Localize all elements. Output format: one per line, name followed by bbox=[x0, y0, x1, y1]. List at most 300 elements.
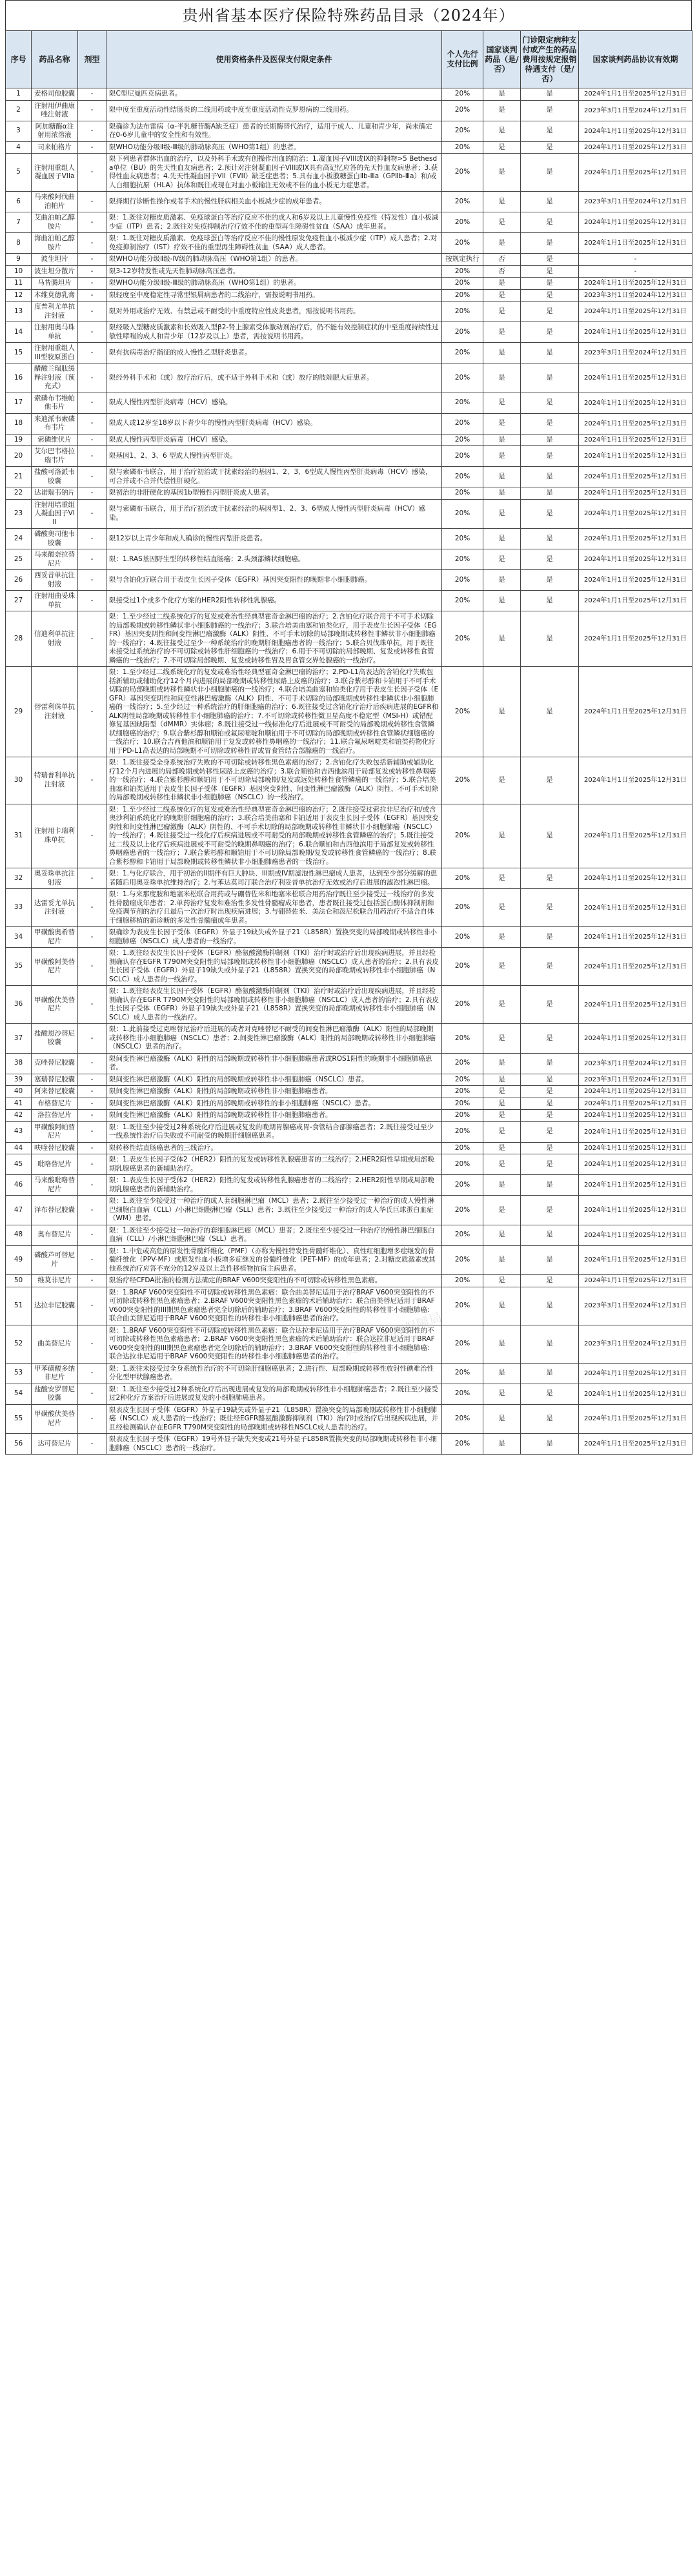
row-drug-name: 索磷维伏片 bbox=[32, 434, 78, 446]
row-period: 2024年1月1日至2025年12月31日 bbox=[579, 499, 692, 529]
row-form: - bbox=[78, 322, 106, 343]
header-seq: 序号 bbox=[6, 31, 32, 88]
row-period: 2024年1月1日至2025年12月31日 bbox=[579, 1225, 692, 1245]
row-period: 2024年1月1日至2025年12月31日 bbox=[579, 1098, 692, 1110]
row-conditions: 限：1.既往至少接受过2种系统化疗后进展或复发的晚期胃腺癌或胃-食管结合部腺癌患者；2.既往接受过至少一线系统性治疗后失败或不可耐受的晚期肝细胞癌患者。 bbox=[106, 1121, 442, 1142]
table-row bbox=[6, 1154, 692, 1175]
row-drug-name: 维莫非尼片 bbox=[32, 1275, 78, 1287]
row-seq: 29 bbox=[6, 667, 32, 757]
row-seq: 26 bbox=[6, 570, 32, 591]
row-ratio: 20% bbox=[442, 100, 483, 121]
row-outpatient: 是 bbox=[521, 611, 579, 667]
row-form: - bbox=[78, 1175, 106, 1196]
row-form: - bbox=[78, 233, 106, 254]
row-drug-name: 波生坦片 bbox=[32, 254, 78, 266]
table-row bbox=[6, 1384, 692, 1404]
row-form: - bbox=[78, 289, 106, 302]
row-negotiated: 是 bbox=[483, 1086, 521, 1098]
row-seq: 23 bbox=[6, 499, 32, 529]
row-drug-name: 马来酸吡咯替尼片 bbox=[32, 1175, 78, 1196]
row-outpatient: 是 bbox=[521, 1142, 579, 1154]
row-ratio: 20% bbox=[442, 413, 483, 434]
row-drug-name: 磷酸芦可替尼片 bbox=[32, 1245, 78, 1275]
watermark: 贵州省医疗保障局 bbox=[341, 1309, 444, 1359]
row-conditions: 限经外科手术和（或）放疗治疗后，或不适于外科手术和（或）放疗的肢端肥大症患者。 bbox=[106, 363, 442, 393]
row-ratio: 20% bbox=[442, 570, 483, 591]
row-ratio: 20% bbox=[442, 1175, 483, 1196]
row-period: 2024年1月1日至2025年12月31日 bbox=[579, 1275, 692, 1287]
row-form: - bbox=[78, 1245, 106, 1275]
row-outpatient: 是 bbox=[521, 591, 579, 611]
row-outpatient: 是 bbox=[521, 1434, 579, 1455]
row-form: - bbox=[78, 1325, 106, 1363]
row-outpatient: 是 bbox=[521, 1053, 579, 1074]
table-row bbox=[6, 393, 692, 413]
row-ratio: 20% bbox=[442, 1086, 483, 1098]
row-outpatient: 是 bbox=[521, 393, 579, 413]
row-outpatient: 是 bbox=[521, 927, 579, 948]
table-row bbox=[6, 1110, 692, 1122]
row-period: 2024年1月1日至2025年12月31日 bbox=[579, 467, 692, 487]
row-period: 2023年3月1日至2024年12月31日 bbox=[579, 343, 692, 363]
row-drug-name: 吡咯替尼片 bbox=[32, 1154, 78, 1175]
row-period: 2024年1月1日至2025年12月31日 bbox=[579, 413, 692, 434]
row-outpatient: 是 bbox=[521, 413, 579, 434]
table-row bbox=[6, 212, 692, 233]
row-ratio: 20% bbox=[442, 121, 483, 141]
row-outpatient: 是 bbox=[521, 529, 579, 549]
page-title: 贵州省基本医疗保险特殊药品目录（2024年） bbox=[5, 0, 692, 30]
row-form: - bbox=[78, 446, 106, 467]
row-seq: 42 bbox=[6, 1110, 32, 1122]
row-period: 2024年1月1日至2025年12月31日 bbox=[579, 1086, 692, 1098]
row-outpatient: 是 bbox=[521, 889, 579, 927]
row-form: - bbox=[78, 100, 106, 121]
row-outpatient: 是 bbox=[521, 1404, 579, 1434]
row-ratio: 20% bbox=[442, 1225, 483, 1245]
row-seq: 21 bbox=[6, 467, 32, 487]
row-form: - bbox=[78, 948, 106, 986]
row-drug-name: 呋喹替尼胶囊 bbox=[32, 1142, 78, 1154]
row-period: 2024年1月1日至2025年12月31日 bbox=[579, 591, 692, 611]
row-ratio: 20% bbox=[442, 434, 483, 446]
row-form: - bbox=[78, 1434, 106, 1455]
row-seq: 1 bbox=[6, 88, 32, 101]
table-row bbox=[6, 499, 692, 529]
table-header-row bbox=[6, 31, 692, 88]
row-ratio: 20% bbox=[442, 1074, 483, 1086]
row-period: - bbox=[579, 254, 692, 266]
row-period: 2024年1月1日至2025年12月31日 bbox=[579, 154, 692, 192]
row-drug-name: 本维莫德乳膏 bbox=[32, 289, 78, 302]
row-conditions: 限：1.中危或高危的原发性骨髓纤维化（PMF）（亦称为慢性特发性骨髓纤维化）、真性红细胞增多症继发的骨髓纤维化（PPV-MF）或原发性血小板增多症继发的骨髓纤维化（PET-MF）的成年患者；2.对糖皮质激素或其他系统治疗应答不充分的12岁及以上急性移植物抗宿主病患者。 bbox=[106, 1245, 442, 1275]
row-drug-name: 达拉非尼胶囊 bbox=[32, 1287, 78, 1325]
row-period: 2023年3月1日至2024年12月31日 bbox=[579, 100, 692, 121]
row-conditions: 限接受过1个或多个化疗方案的HER2阳性转移性乳腺癌。 bbox=[106, 591, 442, 611]
row-seq: 54 bbox=[6, 1384, 32, 1404]
row-period: 2024年1月1日至2025年12月31日 bbox=[579, 1434, 692, 1455]
row-conditions: 限：1.至少经过二线系统化疗的复发或难治性经典型霍奇金淋巴瘤的治疗；2.含铂化疗联合用于不可手术切除的局部晚期或转移性鳞状非小细胞肺癌的一线治疗；3.联合培美曲塞和铂类化疗，用于表皮生长因子受体（EGFR）基因突变阴性和间变性淋巴瘤激酶（ALK）阴性、不可手术切除的局部晚期或转移性非鳞状非小细胞肺癌的一线治疗；4.既往接受过至少一种系统治疗的晚期肝细胞癌患者的一线治疗；5.联合贝伐珠单抗，用于既往未接受过系统治疗的不可切除或转移性肝细胞癌的一线治疗；6.用于不可切除的局部晚期、复发或转移性食管鳞癌的一线治疗；7.不可切除局部晚期、复发或转移性胃及胃食管交界处腺癌的一线治疗。 bbox=[106, 611, 442, 667]
row-negotiated: 是 bbox=[483, 1384, 521, 1404]
row-conditions: 限轻度至中度稳定性寻常型银屑病患者的二线治疗，需按说明书用药。 bbox=[106, 289, 442, 302]
row-seq: 3 bbox=[6, 121, 32, 141]
row-seq: 6 bbox=[6, 192, 32, 212]
row-conditions: 限12岁以上青少年和成人确诊的慢性丙型肝炎患者。 bbox=[106, 529, 442, 549]
row-ratio: 20% bbox=[442, 1384, 483, 1404]
row-form: - bbox=[78, 393, 106, 413]
row-conditions: 限：1.既往经表皮生长因子受体（EGFR）酪氨酸激酶抑制剂（TKI）治疗时或治疗后出现疾病进展，并且经检测确认存在EGFR T790M突变阳性的局部晚期或转移性非小细胞肺癌（NSCLC）成人患者的治疗；2.具有表皮生长因子受体（EGFR）外显子19缺失或外显子21（L858R）置换突变的局部晚期或转移性非小细胞肺癌（NSCLC）成人患者的一线治疗。 bbox=[106, 986, 442, 1024]
table-row bbox=[6, 121, 692, 141]
table-row bbox=[6, 529, 692, 549]
row-seq: 5 bbox=[6, 154, 32, 192]
row-ratio: 20% bbox=[442, 192, 483, 212]
row-outpatient: 是 bbox=[521, 233, 579, 254]
row-outpatient: 是 bbox=[521, 986, 579, 1024]
row-form: - bbox=[78, 141, 106, 154]
row-ratio: 20% bbox=[442, 889, 483, 927]
table-row bbox=[6, 1121, 692, 1142]
row-drug-name: 马来酸奈拉替尼片 bbox=[32, 549, 78, 570]
table-row bbox=[6, 804, 692, 868]
table-row bbox=[6, 1142, 692, 1154]
row-outpatient: 是 bbox=[521, 363, 579, 393]
table-row bbox=[6, 1275, 692, 1287]
row-negotiated: 是 bbox=[483, 393, 521, 413]
row-conditions: 限：1.既往至少接受过一种治疗的套细胞淋巴瘤（MCL）患者；2.既往至少接受过一种治疗的慢性淋巴细胞白血病（CLL）/小淋巴细胞淋巴瘤（SLL）患者。 bbox=[106, 1225, 442, 1245]
row-period: 2024年1月1日至2025年12月31日 bbox=[579, 393, 692, 413]
row-outpatient: 是 bbox=[521, 948, 579, 986]
row-seq: 49 bbox=[6, 1245, 32, 1275]
row-period: 2024年1月1日至2025年12月31日 bbox=[579, 302, 692, 322]
row-seq: 13 bbox=[6, 302, 32, 322]
row-outpatient: 是 bbox=[521, 467, 579, 487]
row-form: - bbox=[78, 434, 106, 446]
row-negotiated: 是 bbox=[483, 1175, 521, 1196]
row-period: 2024年1月1日至2025年12月31日 bbox=[579, 889, 692, 927]
row-negotiated: 是 bbox=[483, 192, 521, 212]
row-drug-name: 注射用曲妥珠单抗 bbox=[32, 591, 78, 611]
row-ratio: 20% bbox=[442, 1363, 483, 1384]
row-ratio: 20% bbox=[442, 1024, 483, 1054]
row-period: 2024年1月1日至2025年12月31日 bbox=[579, 434, 692, 446]
row-period: 2024年1月1日至2025年12月31日 bbox=[579, 278, 692, 290]
row-conditions: 限与含铂化疗联合用于表皮生长因子受体（EGFR）基因突变阳性的晚期非小细胞肺癌。 bbox=[106, 570, 442, 591]
row-seq: 24 bbox=[6, 529, 32, 549]
row-seq: 38 bbox=[6, 1053, 32, 1074]
header-conditions: 使用资格条件及医保支付限定条件 bbox=[106, 31, 442, 88]
row-seq: 27 bbox=[6, 591, 32, 611]
row-form: - bbox=[78, 154, 106, 192]
row-conditions: 限：1.既往对糖皮质激素、免疫球蛋白等治疗反应不佳的成人和6岁及以上儿童慢性免疫性（特发性）血小板减少症（ITP）患者；2.既往对免疫抑制治疗疗效不佳的重型再生障碍性贫血（SAA）成年患者。 bbox=[106, 212, 442, 233]
row-negotiated: 是 bbox=[483, 927, 521, 948]
row-form: - bbox=[78, 868, 106, 889]
row-form: - bbox=[78, 591, 106, 611]
header-name: 药品名称 bbox=[32, 31, 78, 88]
row-conditions: 限：1.既往未接受过全身系统性治疗的不可切除肝细胞癌患者；2.进行性、局部晚期或转移性放射性碘难治性分化型甲状腺癌患者。 bbox=[106, 1363, 442, 1384]
row-negotiated: 是 bbox=[483, 1363, 521, 1384]
row-seq: 7 bbox=[6, 212, 32, 233]
row-period: 2024年1月1日至2025年12月31日 bbox=[579, 868, 692, 889]
row-conditions: 限择期行诊断性操作或者手术的慢性肝病相关血小板减少症的成年患者。 bbox=[106, 192, 442, 212]
row-ratio: 20% bbox=[442, 393, 483, 413]
row-seq: 55 bbox=[6, 1404, 32, 1434]
row-period: 2024年1月1日至2025年12月31日 bbox=[579, 549, 692, 570]
row-ratio: 20% bbox=[442, 487, 483, 500]
row-period: 2024年1月1日至2025年12月31日 bbox=[579, 322, 692, 343]
row-drug-name: 来迪派韦索磷布韦片 bbox=[32, 413, 78, 434]
header-outpatient: 门诊限定病种支付或产生的药品费用按规定报销待遇支付（是/否） bbox=[521, 31, 579, 88]
row-conditions: 限治疗经CFDA批准的检测方法确定的BRAF V600突变阳性的不可切除或转移性黑色素瘤。 bbox=[106, 1275, 442, 1287]
row-seq: 50 bbox=[6, 1275, 32, 1287]
row-seq: 56 bbox=[6, 1434, 32, 1455]
row-conditions: 限转移性结直肠癌患者的三线治疗。 bbox=[106, 1142, 442, 1154]
row-drug-name: 盐酸安罗替尼胶囊 bbox=[32, 1384, 78, 1404]
table-row bbox=[6, 927, 692, 948]
table-row bbox=[6, 667, 692, 757]
row-form: - bbox=[78, 1086, 106, 1098]
row-period: 2024年1月1日至2025年12月31日 bbox=[579, 948, 692, 986]
row-drug-name: 甲磺酸阿帕替尼片 bbox=[32, 1121, 78, 1142]
row-outpatient: 是 bbox=[521, 1086, 579, 1098]
row-drug-name: 艾曲泊帕乙醇胺片 bbox=[32, 212, 78, 233]
row-conditions: 限有抗病毒治疗指征的成人慢性乙型肝炎患者。 bbox=[106, 343, 442, 363]
row-seq: 17 bbox=[6, 393, 32, 413]
row-drug-name: 注射用培重组人凝血因子VIII bbox=[32, 499, 78, 529]
row-negotiated: 是 bbox=[483, 1110, 521, 1122]
row-negotiated: 是 bbox=[483, 1024, 521, 1054]
row-period: 2023年3月1日至2024年12月31日 bbox=[579, 1074, 692, 1086]
row-ratio: 20% bbox=[442, 467, 483, 487]
row-seq: 33 bbox=[6, 889, 32, 927]
table-row bbox=[6, 278, 692, 290]
row-conditions: 限：1.BRAF V600突变阳性不可切除或转移性黑色素瘤：联合曲美替尼适用于治疗BRAF V600突变阳性的不可切除或转移性黑色素瘤患者；2.BRAF V600突变阳性黑色素瘤的术后辅助治疗：联合曲美替尼适用于BRAF V600突变阳性的III期黑色素瘤患者完全切除后的辅助治疗；3.BRAF V600突变阳性的转移性非小细胞肺癌：联合曲美替尼适用于BRAF V600突变阳性的转移性非小细胞肺癌患者的治疗。 bbox=[106, 1287, 442, 1325]
row-drug-name: 醋酸兰瑞肽缓释注射液（预充式） bbox=[32, 363, 78, 393]
row-negotiated: 是 bbox=[483, 1434, 521, 1455]
row-period: 2024年1月1日至2025年12月31日 bbox=[579, 757, 692, 804]
row-outpatient: 是 bbox=[521, 667, 579, 757]
row-conditions: 限与索磷布韦联合，用于治疗初治或干扰素经治的基因型1、2、3、6型成人慢性丙型肝炎病毒（HCV）感染。 bbox=[106, 499, 442, 529]
table-row bbox=[6, 1086, 692, 1098]
row-form: - bbox=[78, 363, 106, 393]
row-conditions: 限：1.既往至少接受过一种治疗的成人套细胞淋巴瘤（MCL）患者；2.既往至少接受过一种治疗的成人慢性淋巴细胞白血病（CLL）/小淋巴细胞淋巴瘤（SLL）患者；3.既往至少接受过一种治疗的成人华氏巨球蛋白血症（WM）患者。 bbox=[106, 1196, 442, 1225]
row-form: - bbox=[78, 278, 106, 290]
row-drug-name: 阿加糖酶α注射用浓溶液 bbox=[32, 121, 78, 141]
table-row bbox=[6, 1098, 692, 1110]
row-drug-name: 甲磺酸奥希替尼片 bbox=[32, 927, 78, 948]
row-conditions: 限确诊为法布雷病（α-半乳糖苷酶A缺乏症）患者的长期酶替代治疗，适用于成人、儿童和青少年，尚未确定在0-6岁儿童中的安全性和有效性。 bbox=[106, 121, 442, 141]
row-form: - bbox=[78, 413, 106, 434]
table-row bbox=[6, 302, 692, 322]
row-conditions: 限对外用或治疗无效、有禁忌或不耐受的中重度特应性皮炎患者，需按说明书用药。 bbox=[106, 302, 442, 322]
row-outpatient: 是 bbox=[521, 141, 579, 154]
row-outpatient: 是 bbox=[521, 804, 579, 868]
row-period: 2023年3月1日至2024年12月31日 bbox=[579, 192, 692, 212]
row-seq: 4 bbox=[6, 141, 32, 154]
row-conditions: 限3-12岁特发性或先天性肺动脉高压患者。 bbox=[106, 265, 442, 278]
row-conditions: 限WHO功能分级Ⅱ级-Ⅲ级的肺动脉高压（WHO第1组）的患者。 bbox=[106, 278, 442, 290]
row-outpatient: 是 bbox=[521, 570, 579, 591]
row-form: - bbox=[78, 1053, 106, 1074]
row-outpatient: 是 bbox=[521, 434, 579, 446]
row-conditions: 限：1.此前接受过克唑替尼治疗后进展的或者对克唑替尼不耐受的间变性淋巴瘤激酶（ALK）阳性的局部晚期或转移性非小细胞肺癌（NSCLC）患者；2.间变性淋巴瘤激酶（ALK）阳性的局部晚期或转移性非小细胞肺癌（NSCLC）患者的治疗。 bbox=[106, 1024, 442, 1054]
row-period: 2024年1月1日至2025年12月31日 bbox=[579, 141, 692, 154]
row-ratio: 20% bbox=[442, 446, 483, 467]
row-outpatient: 是 bbox=[521, 121, 579, 141]
row-negotiated: 是 bbox=[483, 549, 521, 570]
row-outpatient: 是 bbox=[521, 254, 579, 266]
row-form: - bbox=[78, 570, 106, 591]
row-outpatient: 是 bbox=[521, 289, 579, 302]
row-form: - bbox=[78, 1024, 106, 1054]
row-seq: 53 bbox=[6, 1363, 32, 1384]
row-negotiated: 是 bbox=[483, 302, 521, 322]
row-drug-name: 索磷布韦维帕他韦片 bbox=[32, 393, 78, 413]
row-ratio: 按规定执行 bbox=[442, 254, 483, 266]
row-negotiated: 是 bbox=[483, 667, 521, 757]
row-seq: 20 bbox=[6, 446, 32, 467]
row-outpatient: 是 bbox=[521, 212, 579, 233]
table-row bbox=[6, 289, 692, 302]
table-row bbox=[6, 88, 692, 101]
document-page bbox=[5, 0, 692, 1455]
row-period: 2024年1月1日至2025年12月31日 bbox=[579, 1121, 692, 1142]
row-ratio: 20% bbox=[442, 363, 483, 393]
row-form: - bbox=[78, 611, 106, 667]
row-conditions: 限基因1、2、3、6 型成人慢性丙型肝炎。 bbox=[106, 446, 442, 467]
row-outpatient: 是 bbox=[521, 1074, 579, 1086]
table-row bbox=[6, 434, 692, 446]
row-drug-name: 布格替尼片 bbox=[32, 1098, 78, 1110]
row-conditions: 限确诊为表皮生长因子受体（EGFR）外显子19缺失或外显子21（L858R）置换突变的局部晚期或转移性非小细胞肺癌（NSCLC）成人患者的一线治疗。 bbox=[106, 927, 442, 948]
row-ratio: 20% bbox=[442, 1287, 483, 1325]
row-outpatient: 是 bbox=[521, 487, 579, 500]
row-outpatient: 是 bbox=[521, 1287, 579, 1325]
row-conditions: 限中度至重度活动性结肠炎的二线用药或中度至重度活动性克罗恩病的二线用药。 bbox=[106, 100, 442, 121]
table-row bbox=[6, 757, 692, 804]
row-conditions: 限表皮生长因子受体（EGFR）外显子19缺失或外显子21（L858R）置换突变的局部晚期或转移性非小细胞肺癌（NSCLC）成人患者的一线治疗；既往经EGFR酪氨酸激酶抑制剂（TKI）治疗时或治疗后出现疾病进展，并且经检测确认存在EGFR T790M突变阳性的局部晚期或转移性NSCLC成人患者的治疗。 bbox=[106, 1404, 442, 1434]
row-conditions: 限WHO功能分级Ⅱ级-Ⅳ级的肺动脉高压（WHO第1组）的患者。 bbox=[106, 254, 442, 266]
table-row bbox=[6, 413, 692, 434]
row-form: - bbox=[78, 549, 106, 570]
row-ratio: 20% bbox=[442, 233, 483, 254]
row-ratio: 20% bbox=[442, 1245, 483, 1275]
row-outpatient: 是 bbox=[521, 1121, 579, 1142]
row-drug-name: 波生坦分散片 bbox=[32, 265, 78, 278]
row-seq: 8 bbox=[6, 233, 32, 254]
row-outpatient: 是 bbox=[521, 192, 579, 212]
row-negotiated: 是 bbox=[483, 88, 521, 101]
row-ratio: 20% bbox=[442, 141, 483, 154]
table-row bbox=[6, 154, 692, 192]
row-negotiated: 是 bbox=[483, 467, 521, 487]
row-drug-name: 马昔腾坦片 bbox=[32, 278, 78, 290]
row-seq: 30 bbox=[6, 757, 32, 804]
row-seq: 31 bbox=[6, 804, 32, 868]
row-form: - bbox=[78, 302, 106, 322]
row-seq: 40 bbox=[6, 1086, 32, 1098]
row-form: - bbox=[78, 1225, 106, 1245]
table-row bbox=[6, 1363, 692, 1384]
row-ratio: 20% bbox=[442, 757, 483, 804]
row-period: 2024年1月1日至2025年12月31日 bbox=[579, 1110, 692, 1122]
row-seq: 45 bbox=[6, 1154, 32, 1175]
row-outpatient: 是 bbox=[521, 1384, 579, 1404]
row-drug-name: 盐酸可洛派韦胶囊 bbox=[32, 467, 78, 487]
row-seq: 34 bbox=[6, 927, 32, 948]
row-period: 2024年1月1日至2025年12月31日 bbox=[579, 212, 692, 233]
row-drug-name: 司来帕格片 bbox=[32, 141, 78, 154]
row-ratio: 20% bbox=[442, 154, 483, 192]
table-row bbox=[6, 1024, 692, 1054]
row-outpatient: 是 bbox=[521, 1225, 579, 1245]
row-negotiated: 是 bbox=[483, 1245, 521, 1275]
row-outpatient: 是 bbox=[521, 1245, 579, 1275]
row-seq: 48 bbox=[6, 1225, 32, 1245]
row-negotiated: 是 bbox=[483, 1225, 521, 1245]
row-period: 2023年3月1日至2024年12月31日 bbox=[579, 1287, 692, 1325]
row-form: - bbox=[78, 804, 106, 868]
row-negotiated: 是 bbox=[483, 434, 521, 446]
row-drug-name: 泽布替尼胶囊 bbox=[32, 1196, 78, 1225]
table-row bbox=[6, 1404, 692, 1434]
row-form: - bbox=[78, 529, 106, 549]
row-outpatient: 是 bbox=[521, 499, 579, 529]
table-row bbox=[6, 487, 692, 500]
row-form: - bbox=[78, 927, 106, 948]
row-outpatient: 是 bbox=[521, 302, 579, 322]
row-outpatient: 是 bbox=[521, 1325, 579, 1363]
row-period: 2024年1月1日至2025年12月31日 bbox=[579, 121, 692, 141]
table-row bbox=[6, 1287, 692, 1325]
row-ratio: 20% bbox=[442, 499, 483, 529]
table-row bbox=[6, 233, 692, 254]
row-conditions: 限：1.既往接受全身系统治疗失败的不可切除或转移性黑色素瘤的治疗；2.含铂化疗失败包括新辅助或辅助化疗12个月内进展的局部晚期或转移性尿路上皮癌的治疗；3.联合顺铂和吉西他滨用于局部复发或转移性鼻咽癌的一线治疗；4.联合紫杉醇和顺铂用于不可切除局部晚期/复发或远处转移性食管鳞癌的一线治疗；5.联合培美曲塞和铂类适用于表皮生长因子受体（EGFR）基因突变阴性、间变性淋巴瘤激酶（ALK）阴性、不可手术切除的局部晚期或转移性非鳞状非小细胞肺癌（NSCLC）的一线治疗。 bbox=[106, 757, 442, 804]
row-conditions: 限：1.表皮生长因子受体2（HER2）阳性的复发或转移性乳腺癌患者的二线治疗；2.HER2阳性早期或局部晚期乳腺癌患者的新辅助治疗。 bbox=[106, 1175, 442, 1196]
row-negotiated: 是 bbox=[483, 591, 521, 611]
row-negotiated: 是 bbox=[483, 322, 521, 343]
row-drug-name: 替雷利珠单抗注射液 bbox=[32, 667, 78, 757]
row-ratio: 20% bbox=[442, 88, 483, 101]
row-conditions: 限经吸入型糖皮质激素和长效吸入型β2-肾上腺素受体激动剂治疗后，仍不能有效控制症状的中至重度持续性过敏性哮喘的成人和青少年（12岁及以上）患者，需按说明书用药。 bbox=[106, 322, 442, 343]
table-row bbox=[6, 591, 692, 611]
row-conditions: 限：1.既往至少接受过2种系统化疗后出现进展或复发的局部晚期或转移性非小细胞肺癌患者；2.既往至少接受过2种化疗方案治疗后进展或复发的小细胞肺癌患者。 bbox=[106, 1384, 442, 1404]
row-outpatient: 是 bbox=[521, 1110, 579, 1122]
row-outpatient: 是 bbox=[521, 88, 579, 101]
table-row bbox=[6, 141, 692, 154]
row-form: - bbox=[78, 1121, 106, 1142]
row-outpatient: 是 bbox=[521, 446, 579, 467]
table-row bbox=[6, 100, 692, 121]
row-negotiated: 是 bbox=[483, 1404, 521, 1434]
row-period: 2024年1月1日至2025年12月31日 bbox=[579, 1142, 692, 1154]
row-conditions: 限：1.与来那度胺和地塞米松联合用药或与硼替佐米和地塞米松联合用药治疗既往至少接受过一线治疗的多发性骨髓瘤成年患者；2.单药治疗复发和难治性多发性骨髓瘤成年患者，患者既往接受过包括蛋白酶体抑制剂和免疫调节剂的治疗且最后一次治疗时出现疾病进展；3.与硼替佐米、美法仑和泼尼松联合用药治疗不适合自体干细胞移植的新诊断的多发性骨髓瘤成年患者。 bbox=[106, 889, 442, 927]
row-conditions: 限间变性淋巴瘤激酶（ALK）阳性的局部晚期或转移性非小细胞肺癌患者或ROS1阳性的晚期非小细胞肺癌患者。 bbox=[106, 1053, 442, 1074]
row-seq: 32 bbox=[6, 868, 32, 889]
row-form: - bbox=[78, 1098, 106, 1110]
row-seq: 22 bbox=[6, 487, 32, 500]
row-outpatient: 是 bbox=[521, 265, 579, 278]
row-drug-name: 阿来替尼胶囊 bbox=[32, 1086, 78, 1098]
row-drug-name: 奥妥珠单抗注射液 bbox=[32, 868, 78, 889]
row-ratio: 20% bbox=[442, 1110, 483, 1122]
row-negotiated: 是 bbox=[483, 289, 521, 302]
row-form: - bbox=[78, 1196, 106, 1225]
row-negotiated: 是 bbox=[483, 413, 521, 434]
row-ratio: 20% bbox=[442, 278, 483, 290]
row-form: - bbox=[78, 1275, 106, 1287]
row-drug-name: 洛拉替尼片 bbox=[32, 1110, 78, 1122]
row-form: - bbox=[78, 1110, 106, 1122]
